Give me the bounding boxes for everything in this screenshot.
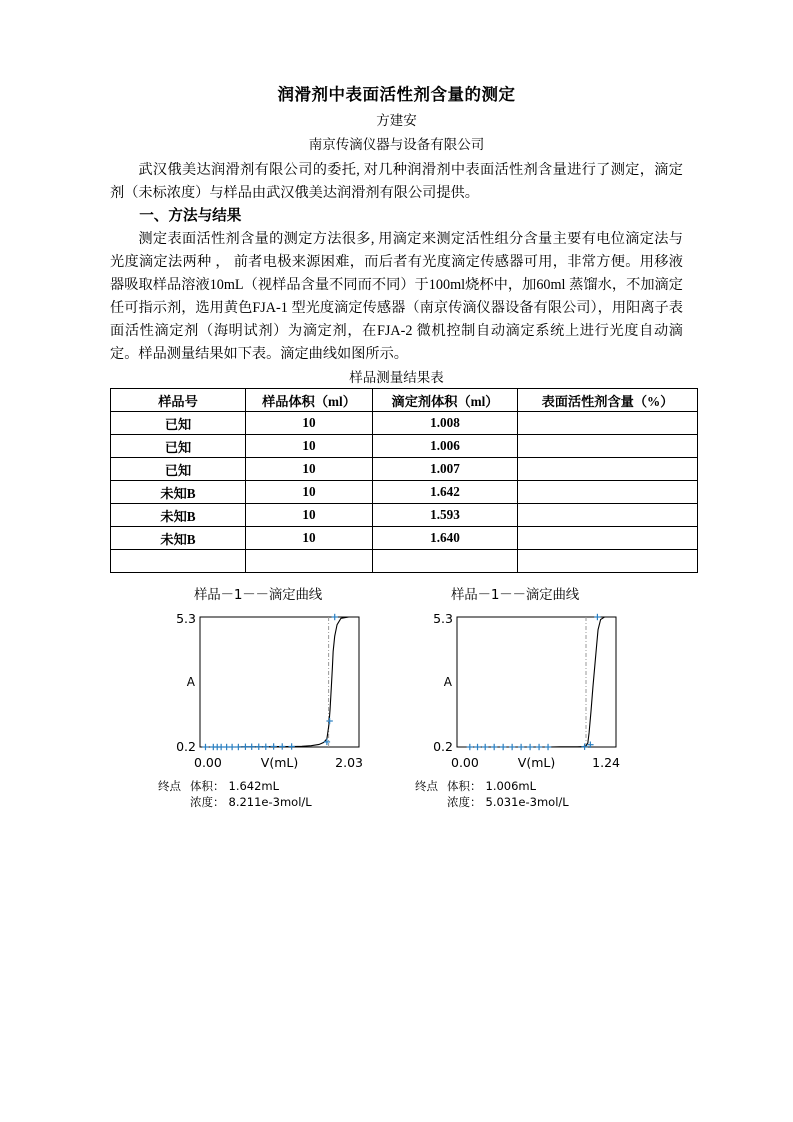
cell-surfactant-content [518, 412, 698, 435]
table-body [111, 412, 698, 573]
svg-text:V(mL): V(mL) [517, 755, 556, 771]
endpoint-keys [447, 779, 482, 810]
cell-sample-id: 已知 [111, 458, 246, 481]
endpoint-volume-key: 体积： [190, 779, 225, 794]
body-paragraph [110, 228, 683, 366]
svg-text:0.00: 0.00 [194, 755, 222, 771]
page-title: 润滑剂中表面活性剂含量的测定 [277, 85, 516, 104]
endpoint-values [229, 779, 312, 810]
endpoint-concentration-key: 浓度： [190, 794, 225, 809]
chart-title: 样品－1－－滴定曲线 [450, 587, 580, 604]
svg-text:5.3: 5.3 [176, 611, 196, 627]
abstract-paragraph: 武汉俄美达润滑剂有限公司的委托, 对几种润滑剂中表面活性剂含量进行了测定，滴定剂（未标浓度）与样品由武汉俄美达润滑剂有限公司提供。 [110, 161, 683, 201]
table-row-empty [111, 550, 698, 573]
cell-sample-volume: 10 [246, 435, 373, 458]
svg-text:A: A [186, 675, 195, 690]
cell-sample-volume: 10 [246, 412, 373, 435]
cell-sample-id: 未知B [111, 481, 246, 504]
section-heading: 一、方法与结果 [139, 207, 242, 224]
column-header-surfactant-content: 表面活性剂含量（%） [518, 389, 698, 412]
cell-sample-volume: 10 [246, 481, 373, 504]
cell-surfactant-content [518, 527, 698, 550]
cell-sample-volume: 10 [246, 527, 373, 550]
svg-text:V(mL): V(mL) [260, 755, 299, 771]
cell-titrant-volume: 1.593 [373, 504, 518, 527]
titration-chart-left [158, 583, 365, 810]
endpoint-readout [415, 779, 622, 810]
table-row [111, 527, 698, 550]
svg-text:2.03: 2.03 [335, 755, 363, 771]
svg-text:0.2: 0.2 [176, 739, 196, 755]
column-header-titrant-volume: 滴定剂体积（ml） [373, 389, 518, 412]
cell-titrant-volume [373, 550, 518, 573]
endpoint-volume-key: 体积： [447, 779, 482, 794]
document-content [110, 84, 683, 845]
endpoint-readout [158, 779, 365, 810]
svg-text:5.3: 5.3 [433, 611, 453, 627]
cell-surfactant-content [518, 481, 698, 504]
column-header-sample-id: 样品号 [111, 389, 246, 412]
titration-curve-svg [415, 609, 622, 774]
table-row [111, 504, 698, 527]
cell-titrant-volume: 1.007 [373, 458, 518, 481]
svg-text:0.2: 0.2 [433, 739, 453, 755]
cell-titrant-volume: 1.640 [373, 527, 518, 550]
table-row [111, 435, 698, 458]
endpoint-label: 终点 [415, 779, 438, 794]
cell-sample-id: 未知B [111, 504, 246, 527]
chart-title: 样品－1－－滴定曲线 [193, 587, 323, 604]
svg-text:A: A [443, 675, 452, 690]
table-row [111, 458, 698, 481]
cell-surfactant-content [518, 550, 698, 573]
table-header-row [111, 389, 698, 412]
sample-results-table [110, 388, 698, 573]
endpoint-concentration-key: 浓度： [447, 794, 482, 809]
svg-text:1.24: 1.24 [592, 755, 620, 771]
cell-sample-id [111, 550, 246, 573]
cell-surfactant-content [518, 458, 698, 481]
endpoint-values [486, 779, 569, 810]
cell-sample-id: 已知 [111, 412, 246, 435]
titration-curve-svg [158, 609, 365, 774]
cell-sample-id: 未知B [111, 527, 246, 550]
cell-sample-volume [246, 550, 373, 573]
endpoint-volume-value: 1.642mL [228, 779, 280, 794]
cell-titrant-volume: 1.642 [373, 481, 518, 504]
svg-text:0.00: 0.00 [451, 755, 479, 771]
endpoint-keys [190, 779, 225, 810]
cell-surfactant-content [518, 435, 698, 458]
table-header [111, 389, 698, 412]
endpoint-concentration-value: 5.031e-3mol/L [485, 794, 569, 809]
table-row [111, 412, 698, 435]
endpoint-label: 终点 [158, 779, 181, 794]
cell-titrant-volume: 1.008 [373, 412, 518, 435]
author-name: 方建安 [376, 113, 417, 129]
cell-sample-id: 已知 [111, 435, 246, 458]
titration-charts-row [110, 583, 683, 845]
cell-titrant-volume: 1.006 [373, 435, 518, 458]
cell-sample-volume: 10 [246, 458, 373, 481]
table-row [111, 481, 698, 504]
endpoint-volume-value: 1.006mL [485, 779, 537, 794]
cell-surfactant-content [518, 504, 698, 527]
endpoint-concentration-value: 8.211e-3mol/L [228, 794, 312, 809]
table-caption: 样品测量结果表 [349, 370, 444, 386]
chart-plot-area [158, 609, 365, 774]
body-paragraph-text: 测定表面活性剂含量的测定方法很多, 用滴定来测定活性组分含量主要有电位滴定法与光度滴定法两种 ， 前者电极来源困难，而后者有光度滴定传感器可用，非常方便。用移液器吸取样品溶液10mL（视样品含量不同而不同）于100ml烧杯中，加60ml 蒸馏水，不加滴定任可指示剂，选用黄色FJA-1 型光度滴定传感器（南京传滴仪器设备有限公司），用阳离子表面活性滴定剂（海明试剂）为滴定剂，在FJA-2 微机控制自动滴定系统上进行光度自动滴定。样品测量结果如下表。滴定曲线如图所示。 [110, 231, 683, 363]
cell-sample-volume: 10 [246, 504, 373, 527]
chart-plot-area [415, 609, 622, 774]
titration-chart-right [415, 583, 622, 810]
column-header-sample-volume: 样品体积（ml） [246, 389, 373, 412]
author-affiliation: 南京传滴仪器与设备有限公司 [308, 136, 485, 152]
